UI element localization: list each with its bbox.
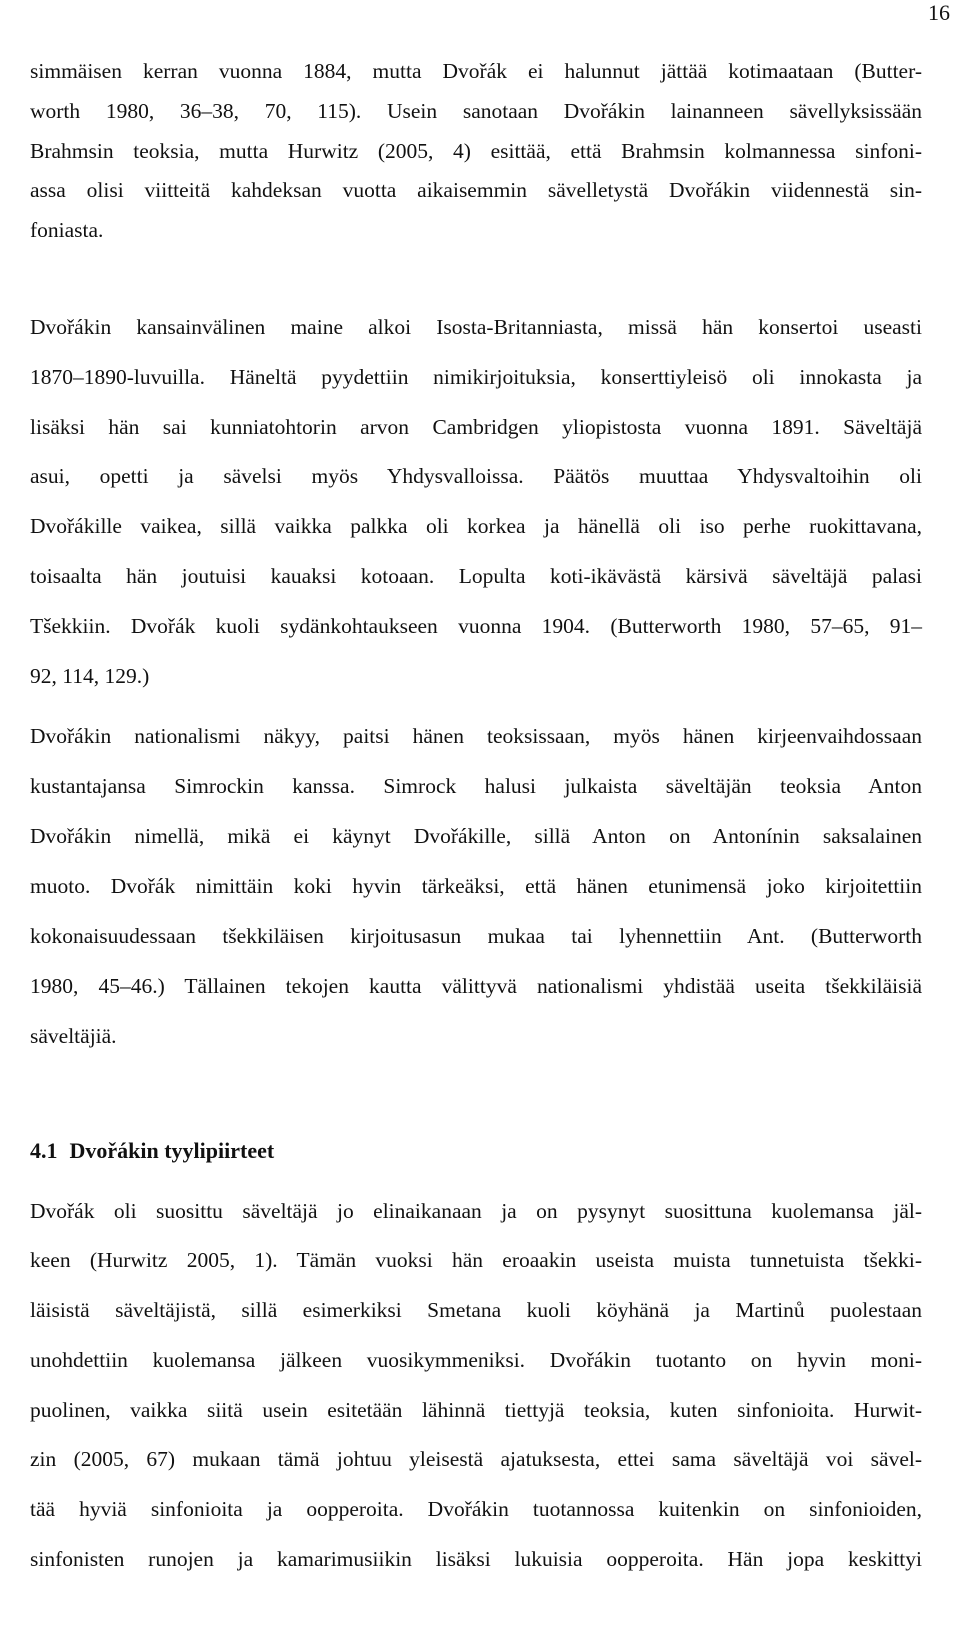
text-line: zin (2005, 67) mukaan tämä johtuu yleisestä ajatuksesta, ettei sama säveltäjä voi sävel- [30, 1447, 922, 1471]
text-line: sinfonisten runojen ja kamarimusiikin lisäksi lukuisia oopperoita. Hän jopa keskittyi [30, 1547, 922, 1571]
text-line: Brahmsin teoksia, mutta Hurwitz (2005, 4) esittää, että Brahmsin kolmannessa sinfoni- [30, 139, 922, 163]
text-line: kokonaisuudessaan tšekkiläisen kirjoitusasun mukaa tai lyhennettiin Ant. (Butterworth [30, 924, 922, 948]
section-title: Dvořákin tyylipiirteet [69, 1138, 275, 1163]
text-line: Dvořák oli suosittu säveltäjä jo elinaikanaan ja on pysynyt suosittuna kuolemansa jäl- [30, 1199, 922, 1223]
text-line: Dvořákin nimellä, mikä ei käynyt Dvořákille, sillä Anton on Antonínin saksalainen [30, 824, 922, 848]
text-line: Dvořákin nationalismi näkyy, paitsi hänen teoksissaan, myös hänen kirjeenvaihdossaan [30, 724, 922, 748]
text-line: Tšekkiin. Dvořák kuoli sydänkohtaukseen vuonna 1904. (Butterworth 1980, 57–65, 91– [30, 614, 922, 638]
text-line: worth 1980, 36–38, 70, 115). Usein sanotaan Dvořákin lainanneen sävellyksissään [30, 99, 922, 123]
text-line: muoto. Dvořák nimittäin koki hyvin tärkeäksi, että hänen etunimensä joko kirjoitettiin [30, 874, 922, 898]
text-line: lisäksi hän sai kunniatohtorin arvon Cambridgen yliopistosta vuonna 1891. Säveltäjä [30, 415, 922, 439]
text-line: säveltäjiä. [30, 1024, 117, 1048]
text-line: toisaalta hän joutuisi kauaksi kotoaan. Lopulta koti-ikävästä kärsivä säveltäjä palasi [30, 564, 922, 588]
text-line: asui, opetti ja sävelsi myös Yhdysvalloissa. Päätös muuttaa Yhdysvaltoihin oli [30, 464, 922, 488]
text-line: kustantajansa Simrockin kanssa. Simrock halusi julkaista säveltäjän teoksia Anton [30, 774, 922, 798]
text-line: foniasta. [30, 218, 104, 242]
text-line: tää hyviä sinfonioita ja oopperoita. Dvořákin tuotannossa kuitenkin on sinfonioiden, [30, 1497, 922, 1521]
text-line: puolinen, vaikka siitä usein esitetään lähinnä tiettyjä teoksia, kuten sinfonioita. Hurwit- [30, 1398, 922, 1422]
text-line: läisistä säveltäjistä, sillä esimerkiksi Smetana kuoli köyhänä ja Martinů puolestaan [30, 1298, 922, 1322]
text-line: simmäisen kerran vuonna 1884, mutta Dvořák ei halunnut jättää kotimaataan (Butter- [30, 59, 922, 83]
text-line: Dvořákille vaikea, sillä vaikka palkka oli korkea ja hänellä oli iso perhe ruokittavana, [30, 514, 922, 538]
text-line: assa olisi viitteitä kahdeksan vuotta aikaisemmin sävelletystä Dvořákin viidennestä sin- [30, 178, 922, 202]
page-number: 16 [928, 0, 950, 25]
text-line: keen (Hurwitz 2005, 1). Tämän vuoksi hän eroaakin useista muista tunnetuista tšekki- [30, 1248, 922, 1272]
text-line: unohdettiin kuolemansa jälkeen vuosikymmeniksi. Dvořákin tuotanto on hyvin moni- [30, 1348, 922, 1372]
text-line: Dvořákin kansainvälinen maine alkoi Isosta-Britanniasta, missä hän konsertoi useasti [30, 315, 922, 339]
text-line: 1980, 45–46.) Tällainen tekojen kautta välittyvä nationalismi yhdistää useita tšekkiläisiä [30, 974, 922, 998]
text-line: 1870–1890-luvuilla. Häneltä pyydettiin nimikirjoituksia, konserttiyleisö oli innokasta ja [30, 365, 922, 389]
section-heading [30, 1138, 274, 1164]
text-line: 92, 114, 129.) [30, 664, 150, 688]
section-number: 4.1 [30, 1138, 58, 1163]
